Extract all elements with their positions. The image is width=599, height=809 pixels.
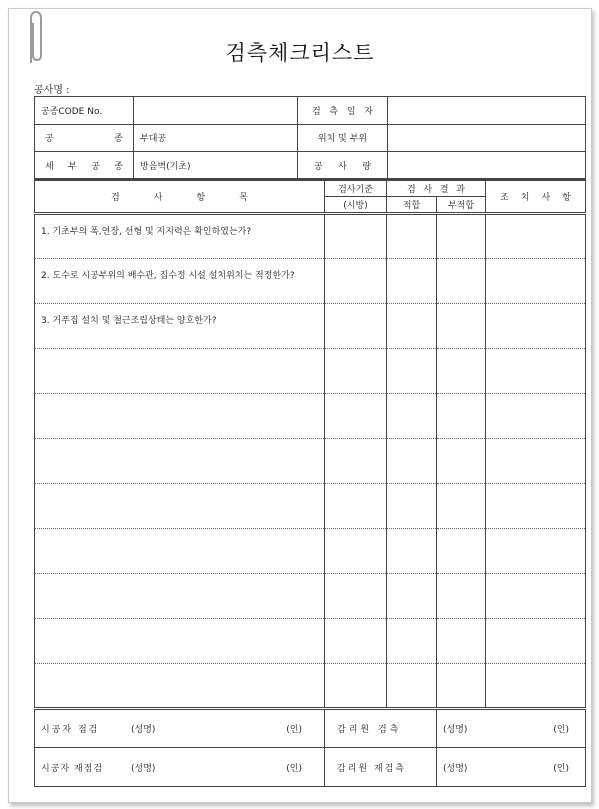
- action-cell[interactable]: [486, 619, 586, 664]
- table-row: [35, 619, 586, 664]
- standard-sub-header: (시방): [325, 197, 387, 214]
- table-row: [35, 484, 586, 529]
- supervisor-inspect-label: 감리원 검측: [325, 709, 437, 748]
- item-text[interactable]: [35, 394, 325, 439]
- info-row: [35, 124, 586, 152]
- fail-cell[interactable]: [437, 574, 486, 619]
- checklist-table: [34, 178, 586, 787]
- fail-cell[interactable]: [437, 619, 486, 664]
- supervisor-reinspect-label: 감리원 재검측: [325, 748, 437, 787]
- project-name-label: 공사명 :: [34, 85, 70, 96]
- action-cell[interactable]: [486, 394, 586, 439]
- fail-cell[interactable]: [437, 529, 486, 574]
- pass-cell[interactable]: [387, 664, 437, 709]
- info-row: [35, 152, 586, 180]
- detail-work-label: 세 부 공 종: [35, 152, 134, 180]
- fail-cell[interactable]: [437, 214, 486, 259]
- supervisor-reinspect-cell[interactable]: [437, 748, 586, 787]
- supervisor-name: (성명): [443, 763, 468, 774]
- fail-cell[interactable]: [437, 259, 486, 304]
- supervisor-seal: (인): [553, 763, 569, 774]
- contractor-check-label: 시공자 점검: [41, 725, 100, 735]
- pass-cell[interactable]: [387, 304, 437, 349]
- pass-cell[interactable]: [387, 394, 437, 439]
- table-row: [35, 439, 586, 484]
- item-text: 2. 도수로 시공부위의 배수관, 집수정 시설 설치위치는 적정한가?: [35, 259, 325, 304]
- item-text[interactable]: [35, 529, 325, 574]
- action-cell[interactable]: [486, 349, 586, 394]
- pass-header: 적합: [387, 197, 437, 214]
- location-value[interactable]: [388, 124, 586, 152]
- action-cell[interactable]: [486, 304, 586, 349]
- standard-cell[interactable]: [325, 439, 387, 484]
- action-header: 조 치 사 항: [486, 180, 586, 214]
- page-title: 검측체크리스트: [225, 41, 375, 65]
- result-header: 검 사 결 과: [387, 180, 486, 197]
- location-label: 위치 및 부위: [298, 124, 388, 152]
- item-text[interactable]: [35, 619, 325, 664]
- action-cell[interactable]: [486, 259, 586, 304]
- standard-cell[interactable]: [325, 394, 387, 439]
- action-cell[interactable]: [486, 529, 586, 574]
- contractor-recheck-label: 시공자 재점검: [41, 763, 104, 774]
- quantity-label: 공 사 량: [298, 152, 388, 180]
- contractor-seal: (인): [286, 725, 302, 735]
- inspection-date-label: 검 측 일 자: [298, 97, 388, 125]
- action-cell[interactable]: [486, 214, 586, 259]
- supervisor-inspect-cell[interactable]: [437, 709, 586, 748]
- contractor-recheck-cell[interactable]: [35, 748, 325, 787]
- fail-cell[interactable]: [437, 664, 486, 709]
- standard-cell[interactable]: [325, 664, 387, 709]
- standard-cell[interactable]: [325, 259, 387, 304]
- standard-cell[interactable]: [325, 619, 387, 664]
- header-row: [35, 180, 586, 197]
- standard-cell[interactable]: [325, 574, 387, 619]
- standard-cell[interactable]: [325, 484, 387, 529]
- pass-cell[interactable]: [387, 349, 437, 394]
- info-table: [34, 96, 586, 180]
- table-row: [35, 259, 586, 304]
- work-type-label: 공 종: [35, 124, 134, 152]
- fail-header: 부적합: [437, 197, 486, 214]
- pass-cell[interactable]: [387, 574, 437, 619]
- standard-cell[interactable]: [325, 214, 387, 259]
- table-row: [35, 574, 586, 619]
- pass-cell[interactable]: [387, 259, 437, 304]
- signature-row: [35, 709, 586, 748]
- action-cell[interactable]: [486, 439, 586, 484]
- item-text: 1. 기초부의 폭,연장, 선형 및 지지력은 확인하였는가?: [35, 214, 325, 259]
- contractor-name: (성명): [131, 763, 156, 774]
- pass-cell[interactable]: [387, 529, 437, 574]
- fail-cell[interactable]: [437, 439, 486, 484]
- table-row: [35, 349, 586, 394]
- standard-cell[interactable]: [325, 304, 387, 349]
- item-text[interactable]: [35, 574, 325, 619]
- pass-cell[interactable]: [387, 214, 437, 259]
- pass-cell[interactable]: [387, 619, 437, 664]
- item-text[interactable]: [35, 484, 325, 529]
- table-row: [35, 394, 586, 439]
- item-text: 3. 거푸집 설치 및 철근조립상태는 양호한가?: [35, 304, 325, 349]
- standard-cell[interactable]: [325, 349, 387, 394]
- pass-cell[interactable]: [387, 439, 437, 484]
- standard-header: 검사기준: [325, 180, 387, 197]
- item-text[interactable]: [35, 664, 325, 709]
- standard-cell[interactable]: [325, 529, 387, 574]
- work-code-label: 공종CODE No.: [35, 97, 134, 125]
- work-code-value[interactable]: [134, 97, 298, 125]
- supervisor-seal: (인): [553, 725, 569, 735]
- supervisor-name: (성명): [443, 725, 468, 735]
- signature-row: [35, 748, 586, 787]
- fail-cell[interactable]: [437, 394, 486, 439]
- inspection-date-value[interactable]: [388, 97, 586, 125]
- table-row: [35, 304, 586, 349]
- table-row: [35, 214, 586, 259]
- action-cell[interactable]: [486, 574, 586, 619]
- fail-cell[interactable]: [437, 349, 486, 394]
- detail-work-value[interactable]: 방음벽(기초): [134, 152, 298, 180]
- item-text[interactable]: [35, 349, 325, 394]
- action-cell[interactable]: [486, 664, 586, 709]
- contractor-name: (성명): [131, 725, 156, 735]
- action-cell[interactable]: [486, 484, 586, 529]
- info-row: [35, 97, 586, 125]
- item-text[interactable]: [35, 439, 325, 484]
- fail-cell[interactable]: [437, 304, 486, 349]
- contractor-check-cell[interactable]: [35, 709, 325, 748]
- table-row: [35, 664, 586, 709]
- item-header: 검 사 항 목: [35, 180, 325, 214]
- contractor-seal: (인): [286, 763, 302, 774]
- document-sheet: [8, 8, 592, 803]
- fail-cell[interactable]: [437, 484, 486, 529]
- quantity-value[interactable]: [388, 152, 586, 180]
- table-row: [35, 529, 586, 574]
- work-type-value[interactable]: 부대공: [134, 124, 298, 152]
- pass-cell[interactable]: [387, 484, 437, 529]
